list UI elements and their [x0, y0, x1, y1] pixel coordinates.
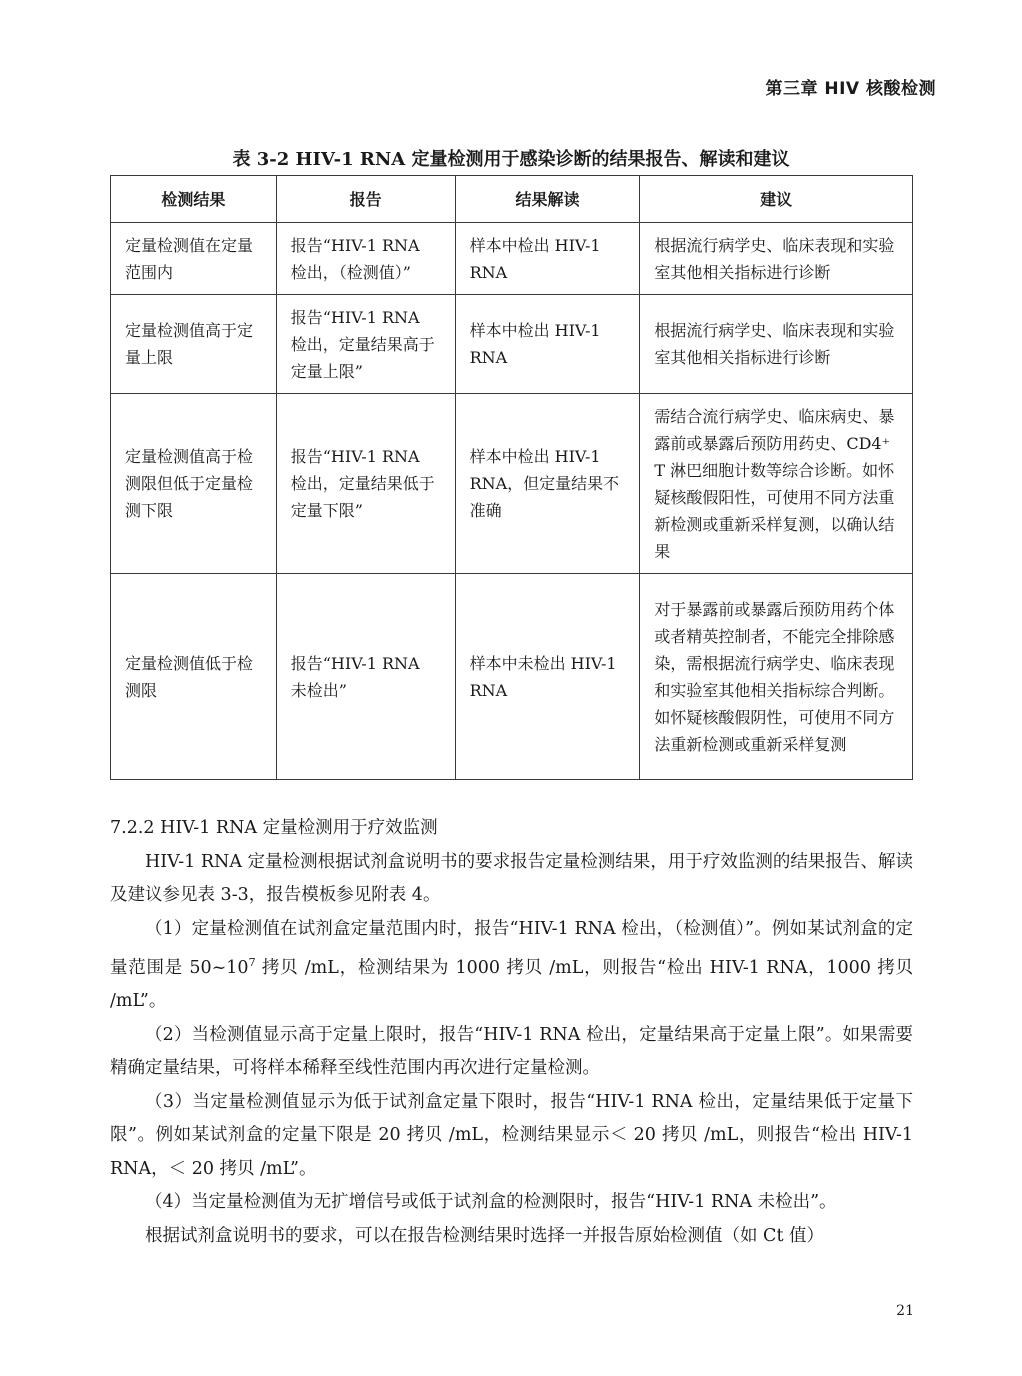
table-cell: 报告“HIV-1 RNA 未检出”	[276, 574, 455, 780]
page-number: 21	[896, 1303, 914, 1319]
paragraph-5: 根据试剂盒说明书的要求，可以在报告检测结果时选择一并报告原始检测值（如 Ct 值）	[145, 1225, 825, 1246]
table-cell: 定量检测值高于定量上限	[111, 295, 277, 394]
paragraph-1-text-a: （1）定量检测值在试剂盒定量范围内时，报告“HIV-1 RNA 检出，（检测值）”。例如某试剂盒的定量范围是 50~10	[110, 918, 913, 978]
chapter-header: 第三章 HIV 核酸检测	[765, 79, 936, 99]
exponent: 7	[248, 956, 256, 969]
header-cell: 报告	[276, 176, 455, 223]
header-cell: 检测结果	[111, 176, 277, 223]
table-cell: 定量检测值低于检测限	[111, 574, 277, 780]
table-cell: 样本中检出 HIV-1 RNA	[455, 295, 640, 394]
paragraph-4: （4）当定量检测值为无扩增信号或低于试剂盒的检测限时，报告“HIV-1 RNA 未检出”。	[145, 1192, 837, 1213]
table-cell: 根据流行病学史、临床表现和实验室其他相关指标进行诊断	[640, 295, 913, 394]
table-cell: 报告“HIV-1 RNA 检出，定量结果高于定量上限”	[276, 295, 455, 394]
table-cell: 对于暴露前或暴露后预防用药个体或者精英控制者，不能完全排除感染，需根据流行病学史、临床表现和实验室其他相关指标综合判断。如怀疑核酸假阴性，可使用不同方法重新检测或重新采样复测	[640, 574, 913, 780]
table-cell: 根据流行病学史、临床表现和实验室其他相关指标进行诊断	[640, 223, 913, 295]
section-body	[110, 812, 913, 1253]
table-cell: 样本中检出 HIV-1 RNA，但定量结果不准确	[455, 394, 640, 574]
table-cell: 定量检测值高于检测限但低于定量检测下限	[111, 394, 277, 574]
table-cell: 报告“HIV-1 RNA 检出，（检测值）”	[276, 223, 455, 295]
table-header-row	[111, 176, 913, 223]
table-cell: 定量检测值在定量范围内	[111, 223, 277, 295]
table-cell: 样本中检出 HIV-1 RNA	[455, 223, 640, 295]
paragraph-2: （2）当检测值显示高于定量上限时，报告“HIV-1 RNA 检出，定量结果高于定量上限”。如果需要精确定量结果，可将样本稀释至线性范围内再次进行定量检测。	[110, 1024, 913, 1079]
table-cell: 样本中未检出 HIV-1 RNA	[455, 574, 640, 780]
table-row	[111, 394, 913, 574]
paragraph-3: （3）当定量检测值显示为低于试剂盒定量下限时，报告“HIV-1 RNA 检出，定量结果低于定量下限”。例如某试剂盒的定量下限是 20 拷贝 /mL，检测结果显示＜ 20 拷贝 /mL，则报告“检出 HIV-1 RNA，＜ 20 拷贝 /mL”。	[110, 1091, 913, 1179]
table-cell: 报告“HIV-1 RNA 检出，定量结果低于定量下限”	[276, 394, 455, 574]
paragraph-1	[110, 913, 913, 1019]
table-row	[111, 574, 913, 780]
table-row	[111, 223, 913, 295]
table-caption: 表 3-2 HIV-1 RNA 定量检测用于感染诊断的结果报告、解读和建议	[232, 149, 790, 170]
section-heading: 7.2.2 HIV-1 RNA 定量检测用于疗效监测	[110, 818, 438, 838]
paragraph-1-text-b: 拷贝 /mL，检测结果为 1000 拷贝 /mL，则报告“检出 HIV-1 RNA，1000 拷贝 /mL”。	[110, 957, 914, 1012]
header-cell: 建议	[640, 176, 913, 223]
results-table	[110, 175, 913, 780]
header-cell: 结果解读	[455, 176, 640, 223]
table-cell: 需结合流行病学史、临床病史、暴露前或暴露后预防用药史、CD4⁺ T 淋巴细胞计数等综合诊断。如怀疑核酸假阳性，可使用不同方法重新检测或重新采样复测，以确认结果	[640, 394, 913, 574]
section-intro: HIV-1 RNA 定量检测根据试剂盒说明书的要求报告定量检测结果，用于疗效监测的结果报告、解读及建议参见表 3-3，报告模板参见附表 4。	[110, 851, 913, 905]
table-row	[111, 295, 913, 394]
